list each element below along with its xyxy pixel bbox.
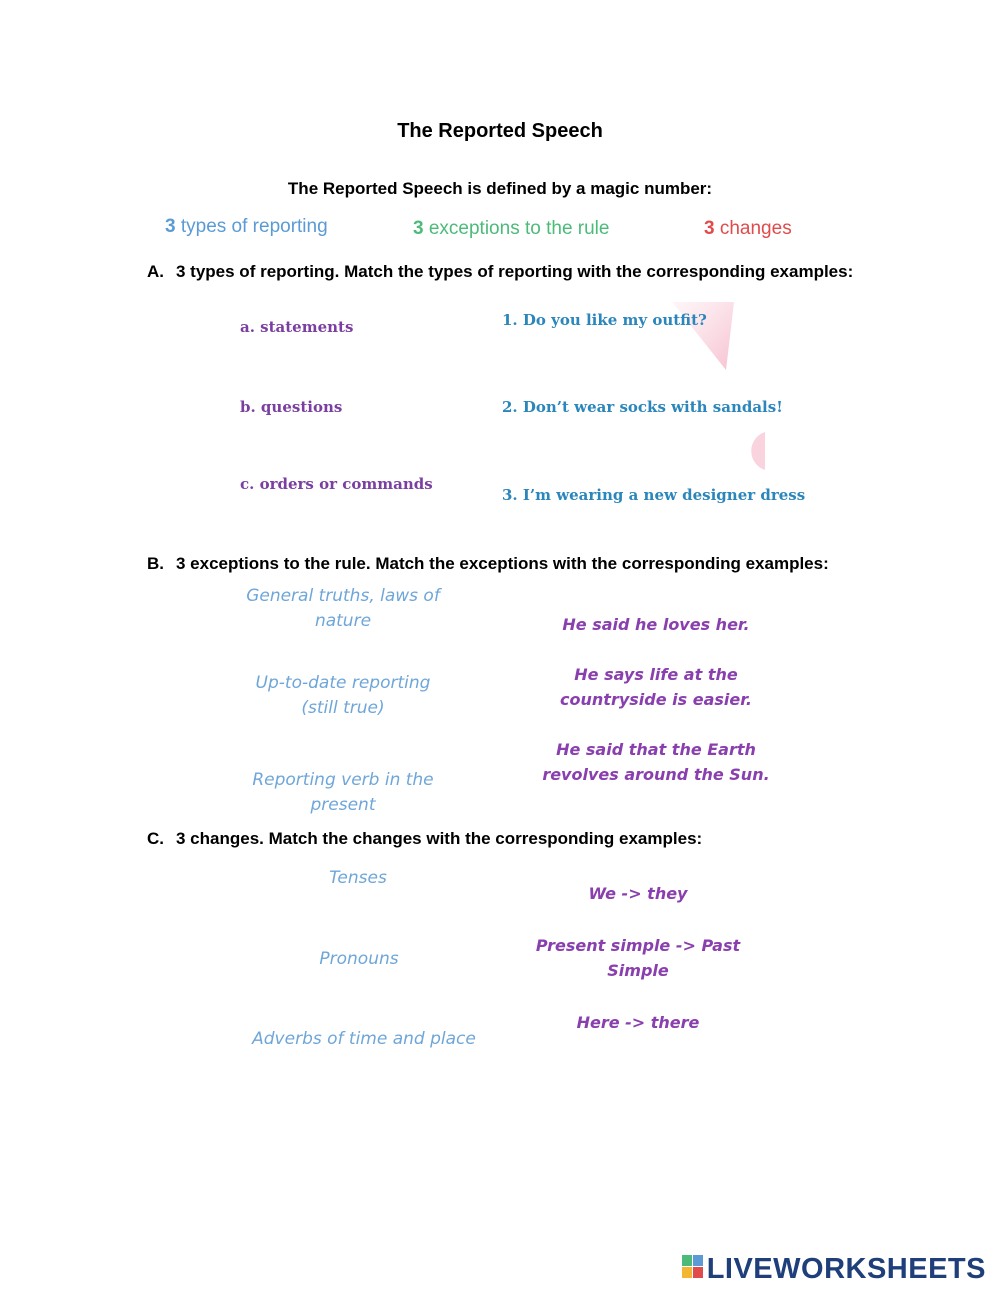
section-letter: A. <box>147 262 164 281</box>
c-left-item[interactable]: Pronouns <box>319 949 399 969</box>
magic-number: 3 <box>165 216 176 237</box>
section-a-heading <box>147 262 853 282</box>
a-left-item[interactable]: c. orders or commands <box>240 475 433 493</box>
c-right-item[interactable]: Present simple -> Past Simple <box>535 936 741 980</box>
decorative-half-circle <box>733 430 767 472</box>
magic-text: types of reporting <box>180 216 328 237</box>
logo-mark-icon <box>682 1255 704 1279</box>
magic-text: changes <box>719 218 792 239</box>
b-right-item[interactable]: He said that the Earth revolves around the Sun. <box>542 740 770 784</box>
a-right-item[interactable]: 3. I’m wearing a new designer dress <box>502 486 806 504</box>
a-right-item[interactable]: 1. Do you like my outfit? <box>502 311 707 329</box>
section-c-heading <box>147 829 702 849</box>
b-left-item[interactable]: Up-to-date reporting (still true) <box>255 673 431 718</box>
section-heading-text: 3 changes. Match the changes with the corresponding examples: <box>176 829 703 848</box>
logo-text: LIVEWORKSHEETS <box>706 1253 986 1285</box>
b-right-item[interactable]: He says life at the countryside is easier. <box>560 665 752 709</box>
c-right-item[interactable]: Here -> there <box>576 1013 700 1032</box>
section-letter: B. <box>147 554 164 573</box>
magic-item-types <box>165 216 328 238</box>
b-right-item[interactable]: He said he loves her. <box>562 615 750 634</box>
magic-text: exceptions to the rule <box>428 218 610 239</box>
magic-number: 3 <box>704 218 715 239</box>
a-right-item[interactable]: 2. Don’t wear socks with sandals! <box>502 398 783 416</box>
liveworksheets-logo <box>682 1253 986 1286</box>
a-left-item[interactable]: b. questions <box>240 398 343 416</box>
magic-number: 3 <box>413 218 424 239</box>
page-title: The Reported Speech <box>397 120 603 142</box>
page-subtitle: The Reported Speech is defined by a magic number: <box>287 179 713 198</box>
section-b-heading <box>147 554 829 574</box>
section-heading-text: 3 exceptions to the rule. Match the exceptions with the corresponding examples: <box>176 554 829 573</box>
c-left-item[interactable]: Tenses <box>329 868 387 888</box>
section-letter: C. <box>147 829 164 848</box>
magic-item-changes <box>704 218 792 240</box>
b-left-item[interactable]: Reporting verb in the present <box>252 770 434 815</box>
c-left-item[interactable]: Adverbs of time and place <box>252 1029 476 1049</box>
c-right-item[interactable]: We -> they <box>588 884 688 903</box>
section-heading-text: 3 types of reporting. Match the types of reporting with the corresponding examples: <box>176 262 854 281</box>
a-left-item[interactable]: a. statements <box>240 318 354 336</box>
b-left-item[interactable]: General truths, laws of nature <box>246 586 440 631</box>
magic-item-exceptions <box>413 218 609 240</box>
